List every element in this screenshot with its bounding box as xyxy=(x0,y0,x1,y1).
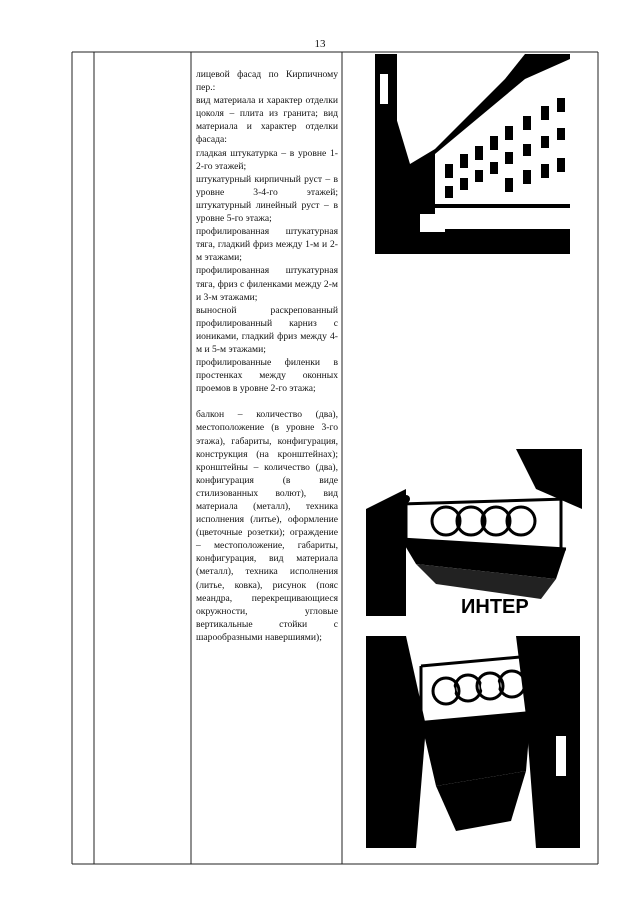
description-line: профилированные филенки в простенках между оконных проемов в уровне 2-го этажа; xyxy=(196,357,338,395)
page-number: 13 xyxy=(314,38,326,50)
description-line: вид материала и характер отделки цоколя – плита из гранита; вид материала и характер отделки фасада: xyxy=(196,95,338,146)
description-line: штукатурный кирпичный руст – в уровне 3-4-го этажей; штукатурный линейный руст – в уровне 5-го этажа; xyxy=(196,173,338,225)
description-line: профилированная штукатурная тяга, гладкий фриз между 1-м и 2-м этажами; xyxy=(196,226,338,264)
description-line: лицевой фасад по Кирпичному пер.: xyxy=(196,69,338,94)
balcony-photo-2 xyxy=(366,636,580,848)
description-line: выносной раскрепованный профилированный карниз с иониками, гладкий фриз между 4-м и 5-м этажами; xyxy=(196,304,338,355)
description-line: профилированная штукатурная тяга, фриз с филенками между 2-м и 3-м этажами; xyxy=(196,265,338,303)
facade-photo xyxy=(375,54,570,254)
balcony-photo-1 xyxy=(366,449,582,616)
balcony-description: балкон – количество (два), местоположение (в уровне 3-го этажа), габариты, конфигурация, конструкция (на кронштейнах); кронштейны – количество (два), конфигурация (в виде стилизованных волют), вид материала (металл), техника исполнения (литье), оформление (цветочные розетки); ограждение – местоположение, габариты, конфигурация, вид материала (металл), техника исполнения (литье, ковка), рисунок (пояс меандра, перекрещивающиеся окружности, угловые вертикальные стойки с шарообразными навершиями); xyxy=(196,409,338,643)
balcony-1-sign: ИНТЕР xyxy=(461,596,529,616)
description-line: гладкая штукатурка – в уровне 1-2-го этажей; xyxy=(196,147,338,172)
description-cell xyxy=(196,68,338,644)
